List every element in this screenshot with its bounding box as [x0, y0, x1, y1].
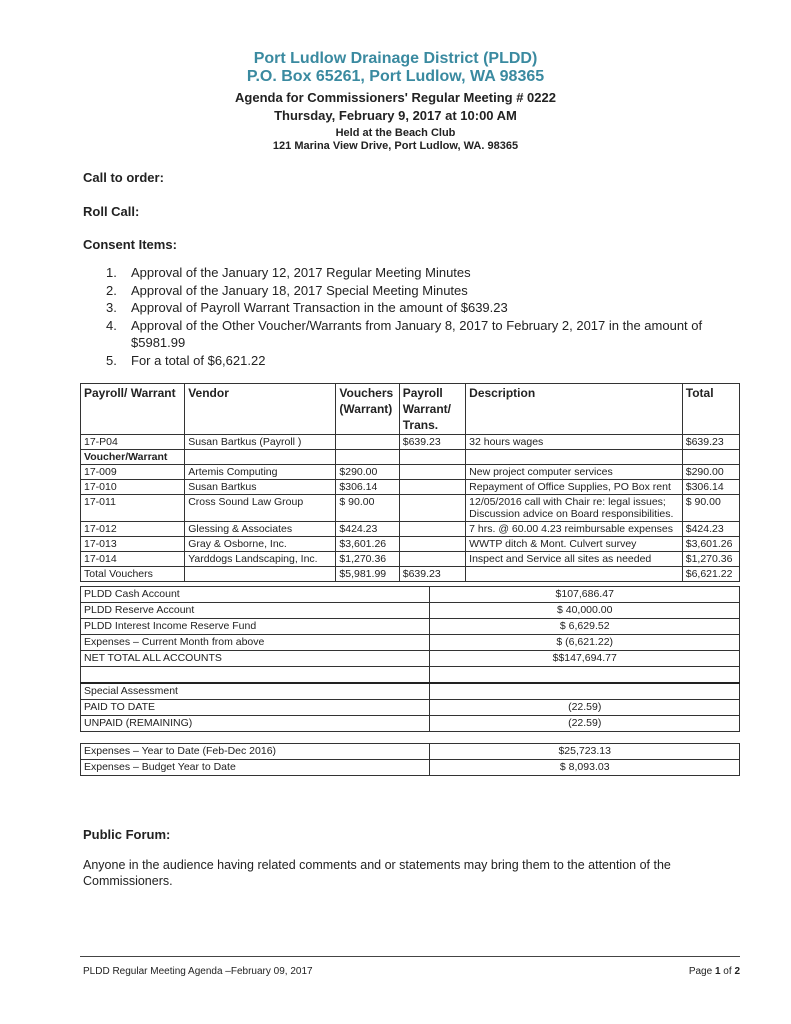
table-row: PLDD Cash Account $107,686.47 [81, 587, 740, 603]
table-row: UNPAID (REMAINING) (22.59) [81, 716, 740, 732]
table-row: PLDD Reserve Account $ 40,000.00 [81, 603, 740, 619]
expenses-table [80, 743, 740, 776]
list-item: 2. Approval of the January 18, 2017 Special Meeting Minutes [106, 282, 468, 298]
table-row: 17-012 Glessing & Associates $424.23 7 hrs. @ 60.00 4.23 reimbursable expenses $424.23 [81, 522, 740, 537]
consent-items-list [106, 264, 746, 369]
meeting-datetime: Thursday, February 9, 2017 at 10:00 AM [274, 108, 517, 123]
table-row: Special Assessment [81, 683, 740, 700]
footer-left: PLDD Regular Meeting Agenda –February 09, 2017 [83, 966, 313, 977]
list-item: 3. Approval of Payroll Warrant Transaction in the amount of $639.23 [106, 300, 508, 315]
table-row: Expenses – Budget Year to Date $ 8,093.03 [81, 760, 740, 776]
list-item: 1. Approval of the January 12, 2017 Regular Meeting Minutes [106, 265, 471, 280]
accounts-table [80, 586, 740, 732]
agenda-title: Agenda for Commissioners' Regular Meeting # 0222 [235, 90, 556, 105]
meeting-venue-address: 121 Marina View Drive, Port Ludlow, WA. 98365 [272, 140, 519, 152]
public-forum-heading: Public Forum: [83, 827, 171, 842]
table-row: PAID TO DATE (22.59) [81, 700, 740, 716]
consent-items-heading: Consent Items: [83, 237, 177, 252]
table-row: 17-014 Yarddogs Landscaping, Inc. $1,270.36 Inspect and Service all sites as needed $1,270.36 [81, 552, 740, 567]
table-row: 17-013 Gray & Osborne, Inc. $3,601.26 WWTP ditch & Mont. Culvert survey $3,601.26 [81, 537, 740, 552]
page-number: Page 1 of 2 [688, 966, 740, 977]
table-row: NET TOTAL ALL ACCOUNTS $$147,694.77 [81, 651, 740, 667]
list-item: 4. Approval of the Other Voucher/Warrants from January 8, 2017 to February 2, 2017 in the amount of $5981.99 [106, 317, 703, 350]
table-row: Voucher/Warrant [81, 450, 740, 465]
table-header-row: Payroll/ Warrant Vendor Vouchers (Warrant) Payroll Warrant/ Trans. Description Total [81, 384, 740, 435]
org-address: P.O. Box 65261, Port Ludlow, WA 98365 [246, 68, 545, 85]
meeting-venue: Held at the Beach Club [335, 127, 456, 139]
list-item: 5. For a total of $6,621.22 [106, 352, 266, 368]
roll-call-heading: Roll Call: [83, 204, 140, 219]
table-row [81, 667, 740, 684]
table-row: PLDD Interest Income Reserve Fund $ 6,629.52 [81, 619, 740, 635]
warrant-table [80, 383, 740, 582]
table-row: 17-009 Artemis Computing $290.00 New project computer services $290.00 [81, 465, 740, 480]
table-row: 17-011 Cross Sound Law Group $ 90.00 12/05/2016 call with Chair re: legal issues; Discussion advice on Board responsibilities. $ 90.00 [81, 495, 740, 522]
table-row: 17-010 Susan Bartkus $306.14 Repayment of Office Supplies, PO Box rent $306.14 [81, 480, 740, 495]
table-row: 17-P04 Susan Bartkus (Payroll ) $639.23 32 hours wages $639.23 [81, 435, 740, 450]
table-row-total: Total Vouchers $5,981.99 $639.23 $6,621.22 [81, 567, 740, 582]
footer-divider [80, 956, 740, 957]
public-forum-text: Anyone in the audience having related comments and or statements may bring them to the attention of the Commissioners. [83, 858, 671, 888]
org-name: Port Ludlow Drainage District (PLDD) [253, 50, 538, 67]
call-to-order-heading: Call to order: [83, 170, 164, 185]
table-row: Expenses – Current Month from above $ (6,621.22) [81, 635, 740, 651]
table-row: Expenses – Year to Date (Feb-Dec 2016) $25,723.13 [81, 744, 740, 760]
